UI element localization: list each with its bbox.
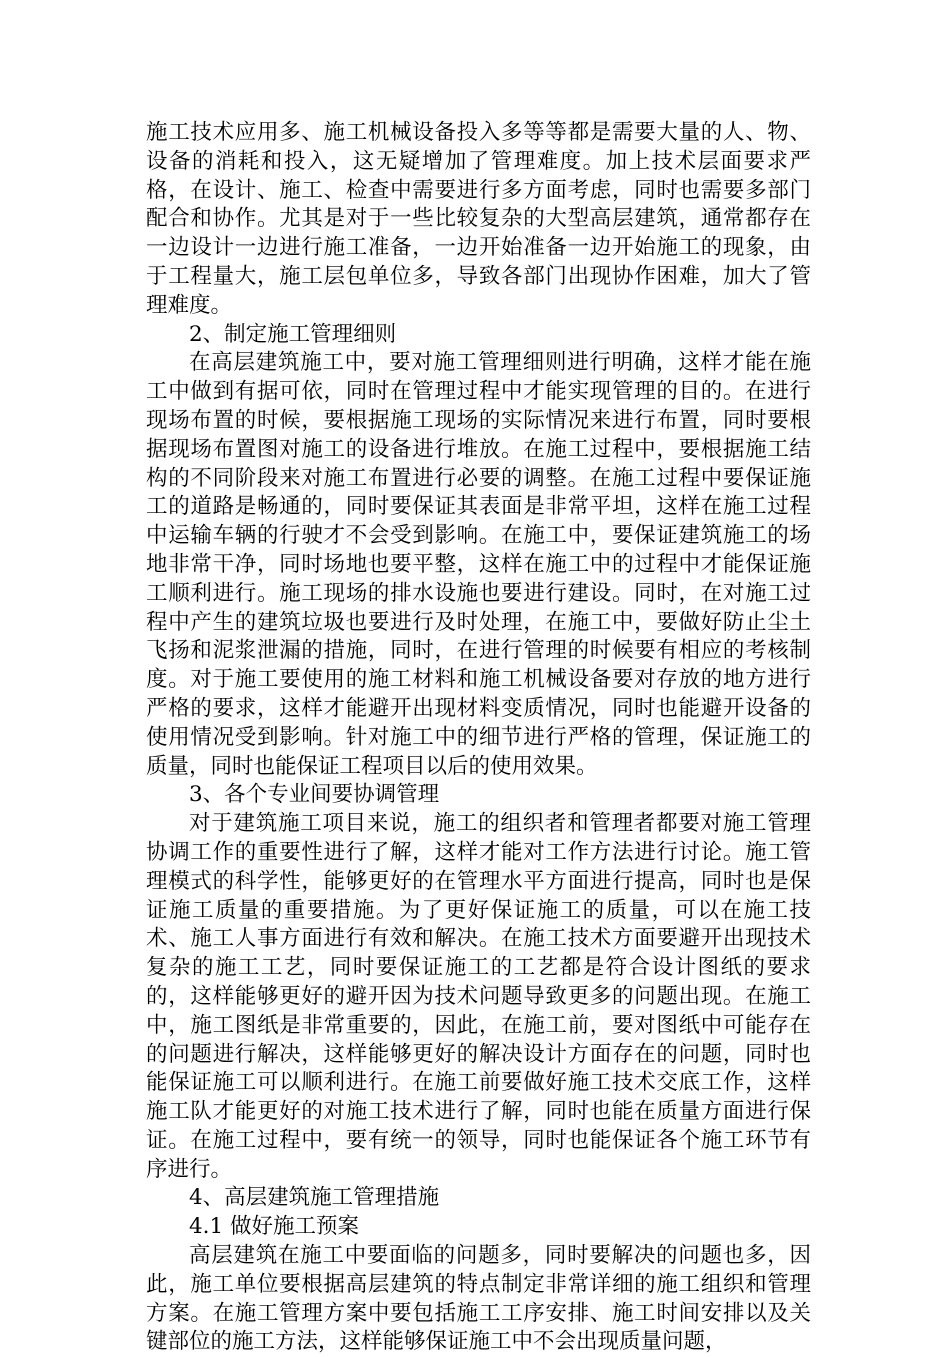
heading-section-4: 4、高层建筑施工管理措施 [189,1185,440,1211]
document-body [146,119,811,1357]
heading-section-2: 2、制定施工管理细则 [189,321,397,347]
paragraph-section-2: 在高层建筑施工中，要对施工管理细则进行明确，这样才能在施工中做到有据可依，同时在管理过程中才能实现管理的目的。在进行现场布置的时候，要根据施工现场的实际情况来进行布置，同时要根据现场布置图对施工的设备进行堆放。在施工过程中，要根据施工结构的不同阶段来对施工布置进行必要的调整。在施工过程中要保证施工的道路是畅通的，同时要保证其表面是非常平坦，这样在施工过程中运输车辆的行驶才不会受到影响。在施工中，要保证建筑施工的场地非常干净，同时场地也要平整，这样在施工中的过程中才能保证施工顺利进行。施工现场的排水设施也要进行建设。同时，在对施工过程中产生的建筑垃圾也要进行及时处理，在施工中，要做好防止尘土飞扬和泥浆泄漏的措施，同时，在进行管理的时候要有相应的考核制度。对于施工要使用的施工材料和施工机械设备要对存放的地方进行严格的要求，这样才能避开出现材料变质情况，同时也能避开设备的使用情况受到影响。针对施工中的细节进行严格的管理，保证施工的质量，同时也能保证工程项目以后的使用效果。 [146,350,811,779]
paragraph-section-3: 对于建筑施工项目来说，施工的组织者和管理者都要对施工管理协调工作的重要性进行了解，这样才能对工作方法进行讨论。施工管理模式的科学性，能够更好的在管理水平方面进行提高，同时也是保证施工质量的重要措施。为了更好保证施工的质量，可以在施工技术、施工人事方面进行有效和解决。在施工技术方面要避开出现技术复杂的施工工艺，同时要保证施工的工艺都是符合设计图纸的要求的，这样能够更好的避开因为技术问题导致更多的问题出现。在施工中，施工图纸是非常重要的，因此，在施工前，要对图纸中可能存在的问题进行解决，这样能够更好的解决设计方面存在的问题，同时也能保证施工可以顺利进行。在施工前要做好施工技术交底工作，这样施工队才能更好的对施工技术进行了解，同时也能在质量方面进行保证。在施工过程中，要有统一的领导，同时也能保证各个施工环节有序进行。 [146,811,811,1182]
paragraph-intro: 施工技术应用多、施工机械设备投入多等等都是需要大量的人、物、设备的消耗和投入，这无疑增加了管理难度。加上技术层面要求严格，在设计、施工、检查中需要进行多方面考虑，同时也需要多部门配合和协作。尤其是对于一些比较复杂的大型高层建筑，通常都存在一边设计一边进行施工准备，一边开始准备一边开始施工的现象，由于工程量大，施工层包单位多，导致各部门出现协作困难，加大了管理难度。 [146,120,811,318]
paragraph-section-4-1: 高层建筑在施工中要面临的问题多，同时要解决的问题也多，因此，施工单位要根据高层建筑的特点制定非常详细的施工组织和管理方案。在施工管理方案中要包括施工工序安排、施工时间安排以及关键部位的施工方法，这样能够保证施工中不会出现质量问题， [146,1243,811,1355]
heading-section-3: 3、各个专业间要协调管理 [189,782,440,808]
heading-section-4-1: 4.1 做好施工预案 [189,1214,360,1240]
